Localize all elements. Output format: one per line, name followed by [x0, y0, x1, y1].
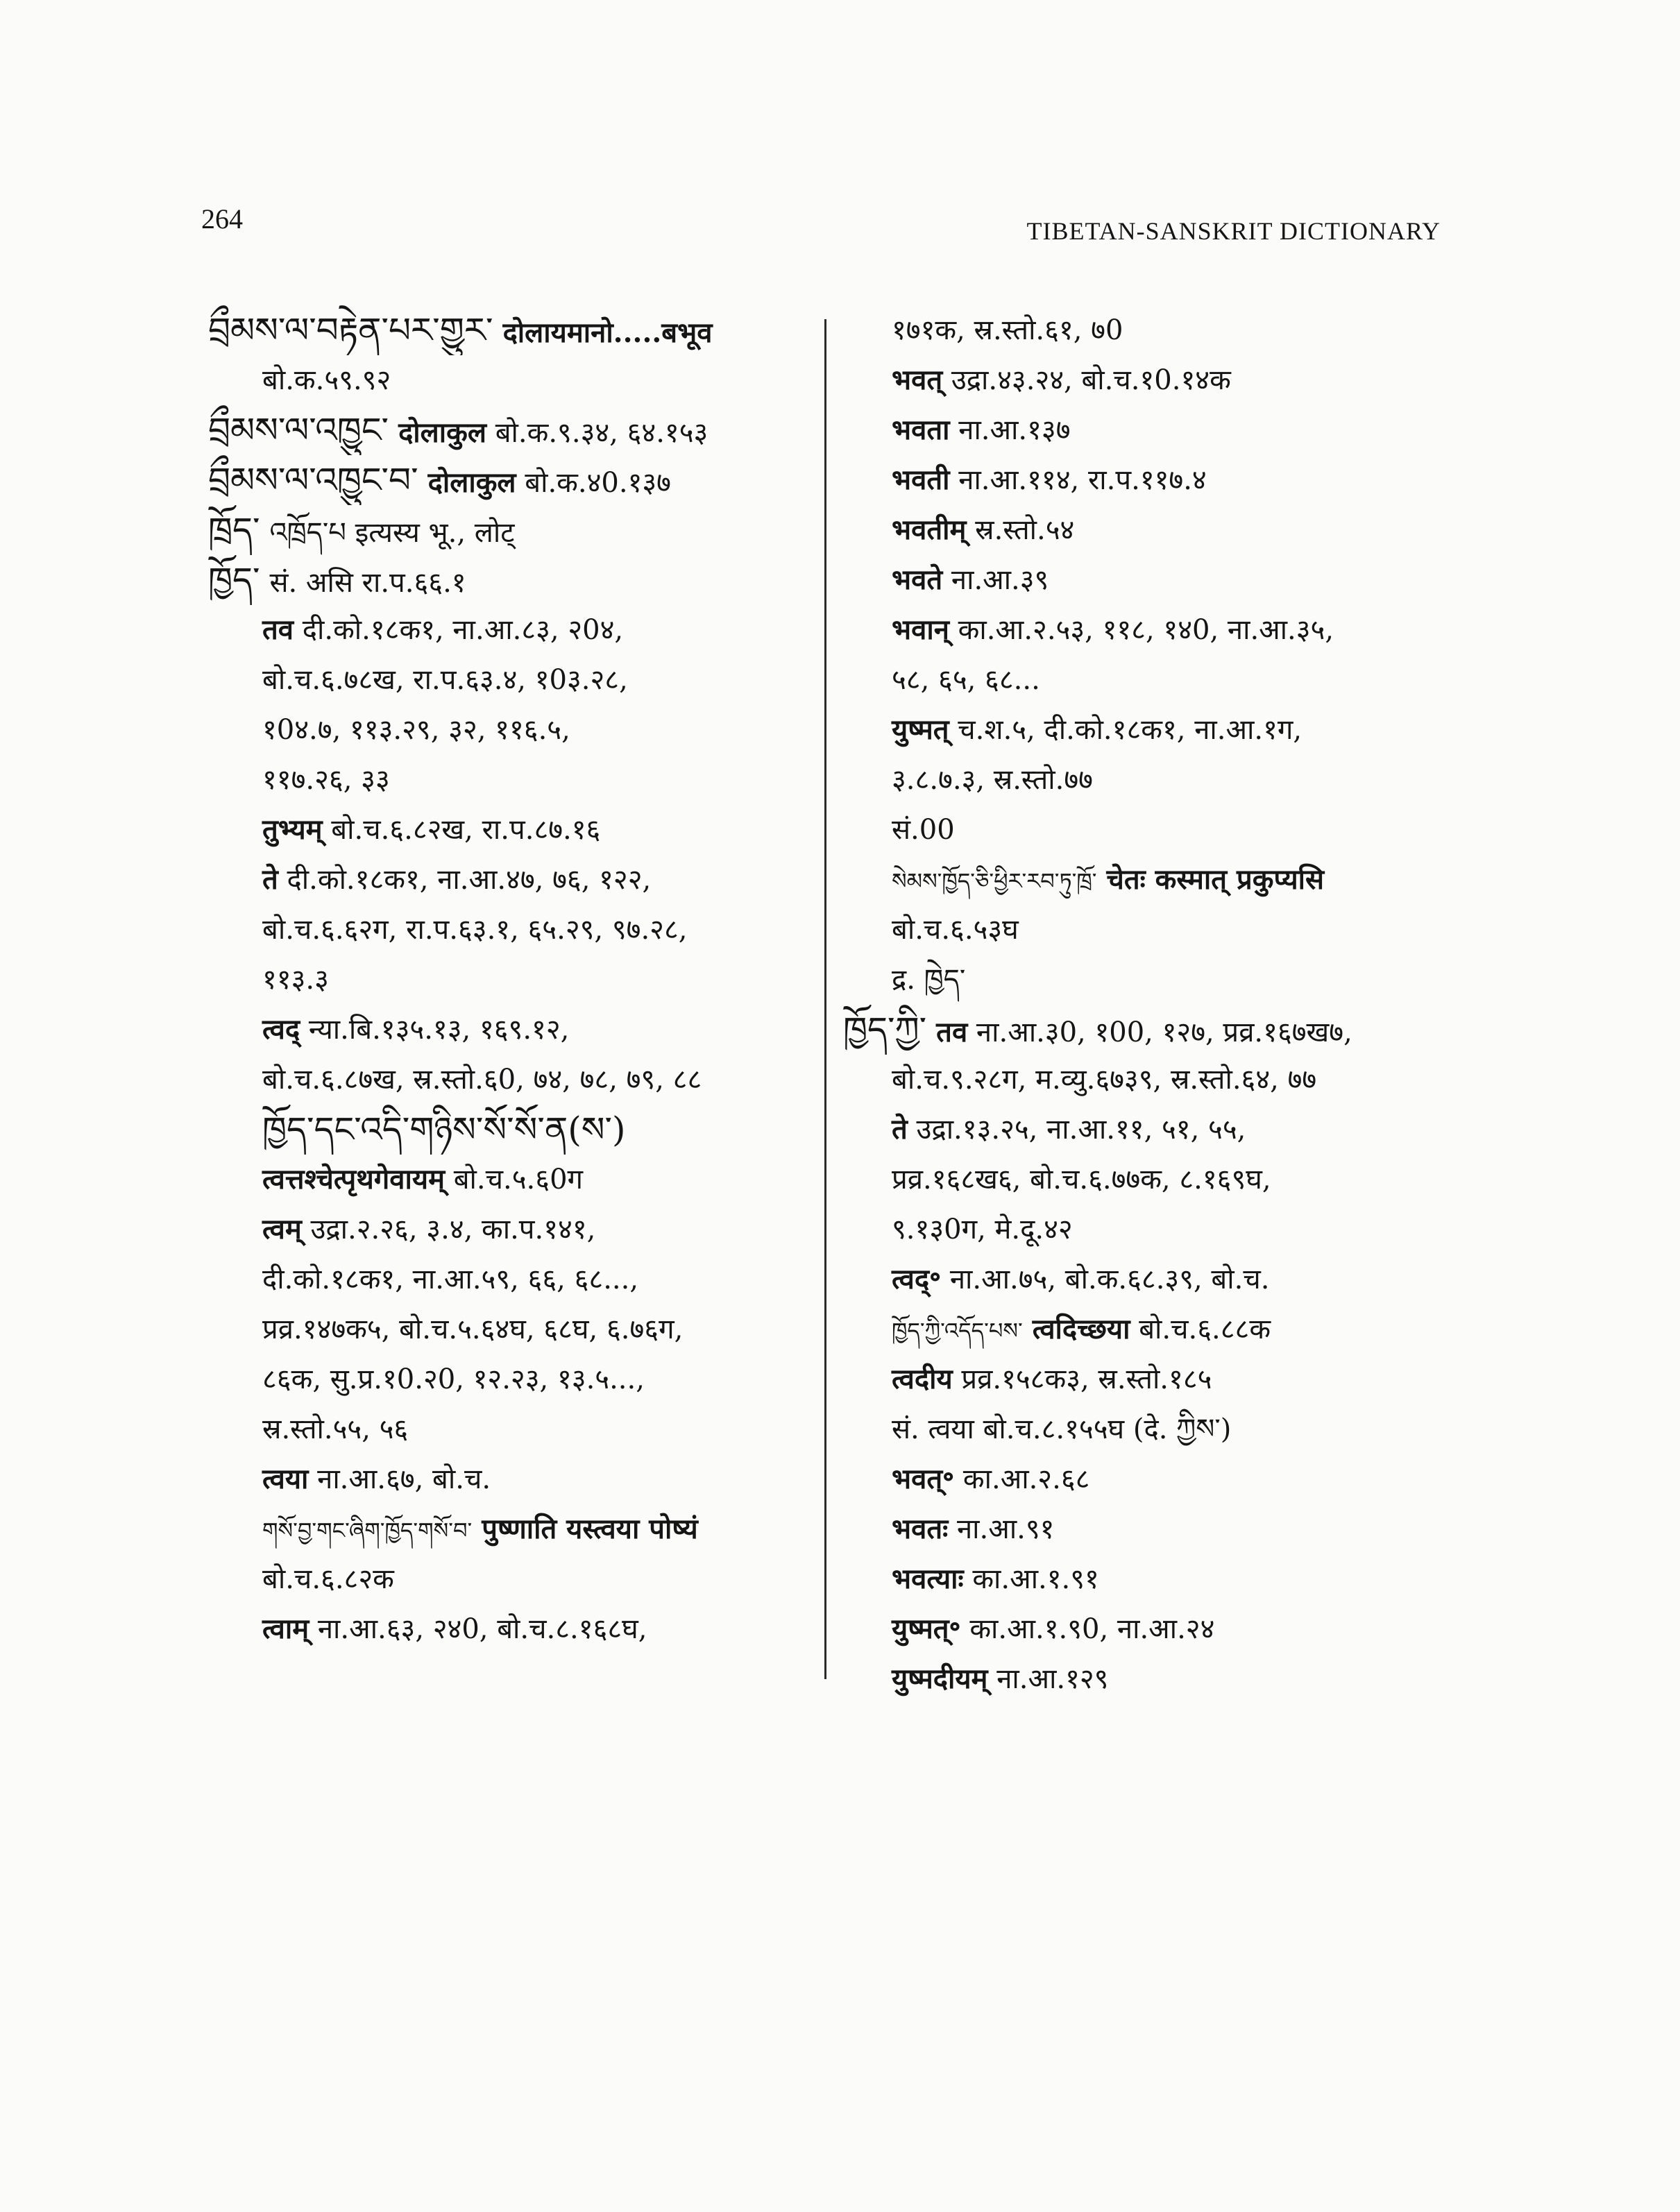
dictionary-line [843, 855, 1468, 905]
dictionary-line [843, 905, 1468, 955]
reference-text: सं. त्वया बो.च.८.१५५घ (दे. ཀྱིས་) [892, 1413, 1232, 1445]
dictionary-line [843, 655, 1468, 705]
sanskrit-headword: भवतः [892, 1513, 949, 1545]
sanskrit-headword: युष्मत् [892, 713, 949, 746]
sanskrit-headword: तुभ्यम् [262, 813, 323, 846]
sanskrit-headword: भवत्॰ [892, 1463, 955, 1495]
reference-text: १0४.७, ११३.२९, ३२, ११६.५, [262, 714, 570, 746]
dictionary-line [208, 1105, 812, 1155]
reference-text: प्रव्र.१६८ख६, बो.च.६.७७क, ८.१६९घ, [892, 1164, 1271, 1196]
reference-text: ना.आ.३९ [951, 564, 1049, 596]
tibetan-term: ཁྱོད་ཀྱི་ [843, 1010, 927, 1050]
sanskrit-headword: भवते [892, 563, 943, 596]
reference-text: बो.क.५९.९२ [262, 364, 391, 396]
page-number: 264 [201, 203, 243, 235]
dictionary-line [208, 805, 812, 855]
reference-text: बो.च.६.८८क [1139, 1313, 1271, 1345]
reference-text: ११३.३ [262, 964, 329, 996]
tibetan-term: བྲྀམས་ལ་བརྟེན་པར་གྱུར་ [208, 310, 493, 350]
dictionary-line [208, 1055, 812, 1105]
sanskrit-headword: त्वद्॰ [892, 1263, 942, 1295]
tibetan-term: ཁྲོད་ [208, 510, 260, 550]
reference-text: बो.च.६.८२ख, रा.प.८७.१६ [331, 814, 601, 846]
sanskrit-headword: ते [262, 863, 278, 896]
tibetan-term: སེམས་ཁྱོད་ཅི་ཕྱིར་རབ་ཏུ་ཁྲོ་ [892, 868, 1097, 894]
dictionary-line [208, 555, 812, 605]
tibetan-term: ཁྱོད་ཀྱི་འདོད་པས་ [892, 1318, 1023, 1344]
dictionary-line [843, 1005, 1468, 1055]
dictionary-line [843, 1304, 1468, 1354]
reference-text: ना.आ.१३७ [958, 414, 1071, 446]
left-column [208, 305, 812, 1654]
sanskrit-headword: तव [936, 1016, 968, 1048]
dictionary-line [208, 405, 812, 455]
reference-text: ना.आ.९१ [956, 1513, 1055, 1545]
reference-text: न्या.बि.१३५.१३, १६९.१२, [308, 1014, 570, 1046]
sanskrit-headword: दोलाकुल [427, 466, 516, 499]
reference-text: ना.आ.१२९ [996, 1663, 1109, 1695]
tibetan-term: བྲྀམས་ལ་འཁྱུང་ [208, 410, 389, 450]
dictionary-line [208, 1205, 812, 1254]
sanskrit-headword: युष्मत्॰ [892, 1613, 961, 1645]
reference-text: ८६क, सु.प्र.१0.२0, १२.२३, १३.५..., [262, 1363, 645, 1395]
reference-text: ३.८.७.३, स्र.स्तो.७७ [892, 764, 1093, 796]
dictionary-line [208, 505, 812, 555]
tibetan-term: ཁྱོད་དང་འདི་གཉིས་སོ་སོ་ན(ས་) [262, 1109, 626, 1150]
reference-text: ५८, ६५, ६८... [892, 664, 1040, 696]
dictionary-line [843, 1205, 1468, 1254]
sanskrit-headword: भवत्याः [892, 1563, 964, 1595]
reference-text: ना.आ.७५, बो.क.६८.३९, बो.च. [949, 1264, 1270, 1295]
sanskrit-headword: भवान् [892, 613, 949, 646]
reference-text: दी.को.१८क१, ना.आ.४७, ७६, १२२, [287, 864, 652, 896]
dictionary-line [843, 555, 1468, 605]
dictionary-line [843, 605, 1468, 655]
sanskrit-headword: ते [892, 1113, 908, 1146]
reference-text: बो.क.४0.१३७ [525, 467, 671, 499]
reference-text: ९.१३0ग, मे.दू.४२ [892, 1214, 1073, 1245]
running-head: TIBETAN-SANSKRIT DICTIONARY [1026, 217, 1441, 245]
sanskrit-headword: भवती [892, 463, 950, 496]
column-divider [824, 319, 826, 1679]
sanskrit-headword: चेतः कस्मात् प्रकुप्यसि [1106, 863, 1325, 896]
dictionary-line [208, 1504, 812, 1554]
dictionary-line [843, 755, 1468, 805]
dictionary-line [843, 1055, 1468, 1105]
reference-text: च.श.५, दी.को.१८क१, ना.आ.१ग, [958, 714, 1303, 746]
dictionary-line [208, 1454, 812, 1504]
dictionary-line [208, 1254, 812, 1304]
sanskrit-headword: भवत् [892, 364, 943, 396]
dictionary-line [208, 605, 812, 655]
sanskrit-headword: त्वाम् [262, 1613, 309, 1645]
sanskrit-headword: भवतीम् [892, 513, 967, 546]
dictionary-line [208, 705, 812, 755]
reference-text: बो.च.६.७८ख, रा.प.६३.४, १0३.२८, [262, 664, 628, 696]
dictionary-line [208, 1155, 812, 1205]
dictionary-line [843, 355, 1468, 405]
reference-text: ११७.२६, ३३ [262, 764, 390, 796]
reference-text: द्र. ཁྱེད་ [892, 964, 966, 996]
reference-text: सं.00 [892, 814, 955, 846]
dictionary-line [843, 955, 1468, 1005]
dictionary-line [208, 855, 812, 905]
dictionary-line [843, 805, 1468, 855]
dictionary-line [208, 1304, 812, 1354]
dictionary-line [843, 1105, 1468, 1155]
reference-text: उद्रा.४३.२४, बो.च.१0.१४क [951, 364, 1231, 396]
tibetan-term: བྲྀམས་ལ་འཁྱུང་བ་ [208, 460, 418, 500]
reference-text: ना.आ.११४, रा.प.११७.४ [958, 464, 1207, 496]
sanskrit-headword: त्वद् [262, 1013, 300, 1046]
dictionary-line [843, 1254, 1468, 1304]
dictionary-line [843, 1454, 1468, 1504]
reference-text: ना.आ.६७, बो.च. [317, 1463, 491, 1495]
dictionary-line [843, 505, 1468, 555]
reference-text: का.आ.२.६८ [962, 1463, 1090, 1495]
dictionary-line [208, 1005, 812, 1055]
dictionary-line [843, 705, 1468, 755]
dictionary-line [208, 1604, 812, 1654]
reference-text: बो.च.६.६२ग, रा.प.६३.१, ६५.२९, ९७.२८, [262, 914, 688, 946]
reference-text: स्र.स्तो.५५, ५६ [262, 1413, 409, 1445]
tibetan-term: གསོ་བྱ་གང་ཞིག་ཁྱོད་གསོ་བ་ [262, 1517, 473, 1544]
dictionary-line [843, 405, 1468, 455]
dictionary-line [843, 1504, 1468, 1554]
dictionary-line [208, 455, 812, 505]
reference-text: प्रव्र.१४७क५, बो.च.५.६४घ, ६८घ, ६.७६ग, [262, 1313, 684, 1345]
right-column [843, 305, 1468, 1704]
dictionary-line [843, 455, 1468, 505]
reference-text: स्र.स्तो.५४ [975, 514, 1075, 546]
reference-text: उद्रा.२.२६, ३.४, का.प.१४१, [310, 1214, 596, 1245]
reference-text: ना.आ.३0, १00, १२७, प्रव्र.१६७ख७, [976, 1016, 1352, 1048]
sanskrit-headword: त्वया [262, 1463, 309, 1495]
reference-text: बो.च.६.५३घ [892, 914, 1019, 946]
dictionary-line [843, 1354, 1468, 1404]
dictionary-line [843, 1404, 1468, 1454]
reference-text: सं. असि रा.प.६६.१ [269, 567, 466, 599]
reference-text: उद्रा.१३.२५, ना.आ.११, ५१, ५५, [916, 1114, 1246, 1146]
reference-text: प्रव्र.१५८क३, स्र.स्तो.१८५ [961, 1363, 1212, 1395]
sanskrit-headword: युष्मदीयम् [892, 1662, 988, 1695]
sanskrit-headword: त्वदिच्छया [1032, 1313, 1130, 1345]
reference-text: दी.को.१८क१, ना.आ.८३, २0४, [302, 614, 624, 646]
sanskrit-headword: त्वत्तश्चेत्पृथगेवायम् [262, 1163, 445, 1196]
reference-text: दी.को.१८क१, ना.आ.५९, ६६, ६८..., [262, 1264, 639, 1295]
dictionary-line [208, 355, 812, 405]
reference-text: बो.च.६.८२क [262, 1563, 394, 1595]
dictionary-line [208, 1404, 812, 1454]
dictionary-line [843, 1554, 1468, 1604]
dictionary-line [208, 1354, 812, 1404]
tibetan-term: ཁྱོད་ [208, 560, 260, 600]
dictionary-line [843, 1654, 1468, 1704]
reference-text: ना.आ.६३, २४0, बो.च.८.१६८घ, [317, 1613, 647, 1645]
reference-text: का.आ.१.९0, ना.आ.२४ [969, 1613, 1215, 1645]
sanskrit-headword: भवता [892, 414, 950, 446]
reference-text: འཁྲོད་པ इत्यस्य भू., लोट् [269, 517, 515, 549]
sanskrit-headword: त्वम् [262, 1213, 302, 1245]
sanskrit-headword: दोलाकुल [398, 416, 486, 449]
dictionary-line [208, 755, 812, 805]
reference-text: बो.च.५.६0ग [453, 1164, 584, 1196]
dictionary-line [208, 955, 812, 1005]
sanskrit-headword: पुष्णाति यस्त्वया पोष्यं [482, 1513, 698, 1545]
sanskrit-headword: त्वदीय [892, 1363, 953, 1395]
reference-text: बो.क.९.३४, ६४.१५३ [495, 417, 709, 449]
reference-text: बो.च.६.८७ख, स्र.स्तो.६0, ७४, ७८, ७९, ८८ [262, 1064, 702, 1096]
dictionary-line [208, 655, 812, 705]
reference-text: १७१क, स्र.स्तो.६१, ७0 [892, 314, 1123, 346]
reference-text: का.आ.१.९१ [972, 1563, 1099, 1595]
dictionary-line [208, 905, 812, 955]
sanskrit-headword: दोलायमानो.....बभूव [502, 316, 713, 349]
dictionary-line [843, 305, 1468, 355]
dictionary-line [208, 305, 812, 355]
dictionary-line [208, 1554, 812, 1604]
dictionary-line [843, 1155, 1468, 1205]
reference-text: बो.च.९.२८ग, म.व्यु.६७३९, स्र.स्तो.६४, ७७ [892, 1064, 1317, 1096]
sanskrit-headword: तव [262, 613, 294, 646]
dictionary-line [843, 1604, 1468, 1654]
reference-text: का.आ.२.५३, ११८, १४0, ना.आ.३५, [958, 614, 1334, 646]
